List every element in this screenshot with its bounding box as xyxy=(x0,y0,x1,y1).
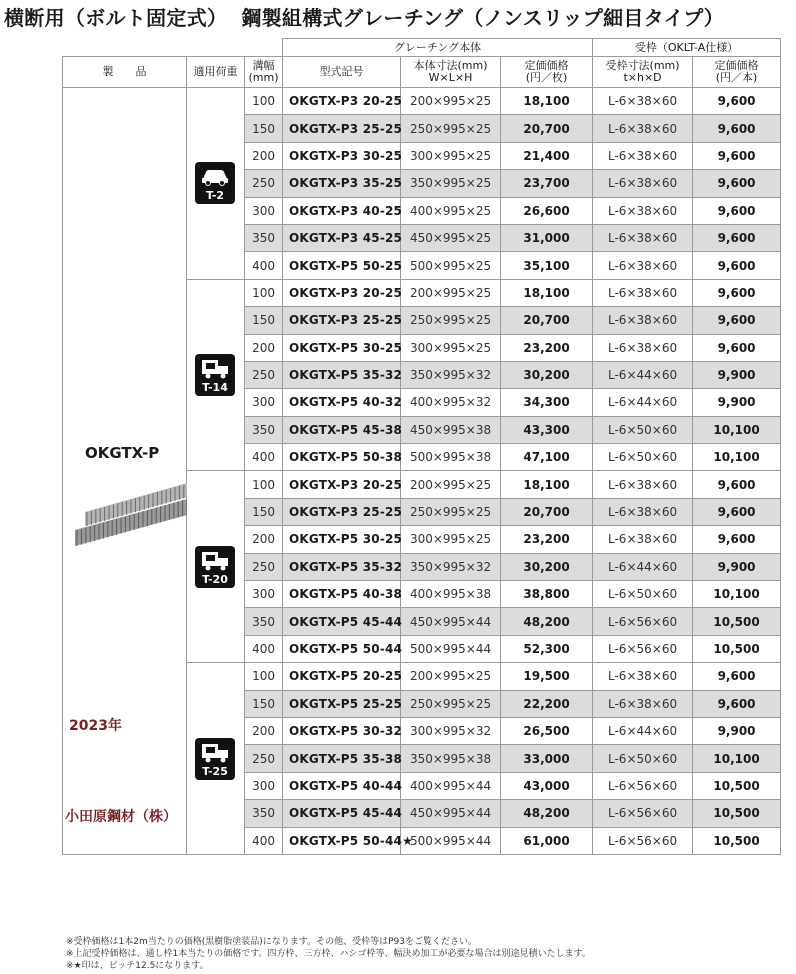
dimension-cell: 300×995×25 xyxy=(401,142,501,169)
receiver-dimension-cell: L-6×38×60 xyxy=(593,115,693,142)
model-cell: OKGTX-P5 40-38 xyxy=(283,581,401,608)
header-price: 定価価格 (円／枚) xyxy=(501,57,593,88)
receiver-dimension-cell: L-6×56×60 xyxy=(593,827,693,854)
price-cell: 22,200 xyxy=(501,690,593,717)
width-cell: 100 xyxy=(245,279,283,306)
load-class-cell xyxy=(187,88,245,280)
price-cell: 23,200 xyxy=(501,334,593,361)
header-model: 型式記号 xyxy=(283,57,401,88)
receiver-price-cell: 9,600 xyxy=(693,307,781,334)
model-cell: OKGTX-P5 40-32 xyxy=(283,389,401,416)
table-row xyxy=(63,88,781,115)
receiver-price-cell: 9,600 xyxy=(693,142,781,169)
grating-image xyxy=(73,480,193,572)
model-cell: OKGTX-P3 20-25 xyxy=(283,471,401,498)
header-width: 溝幅 (mm) xyxy=(245,57,283,88)
receiver-price-cell: 9,900 xyxy=(693,389,781,416)
receiver-dimension-cell: L-6×38×60 xyxy=(593,142,693,169)
dimension-cell: 200×995×25 xyxy=(401,471,501,498)
model-cell: OKGTX-P3 25-25 xyxy=(283,498,401,525)
footnote: ※上記受枠価格は、通し枠1本当たりの価格です。四方枠、三方枠、ハシゴ枠等、幅決め加工が必要な場合は別途見積いたします。 xyxy=(66,949,591,959)
dimension-cell: 300×995×25 xyxy=(401,526,501,553)
width-cell: 200 xyxy=(245,717,283,744)
receiver-dimension-cell: L-6×38×60 xyxy=(593,690,693,717)
dimension-cell: 200×995×25 xyxy=(401,88,501,115)
maker-label: 小田原鋼材（株） xyxy=(65,809,177,825)
receiver-dimension-cell: L-6×56×60 xyxy=(593,772,693,799)
load-class-cell xyxy=(187,279,245,471)
width-cell: 200 xyxy=(245,334,283,361)
receiver-price-cell: 9,900 xyxy=(693,553,781,580)
receiver-dimension-cell: L-6×56×60 xyxy=(593,800,693,827)
price-cell: 47,100 xyxy=(501,444,593,471)
price-cell: 43,000 xyxy=(501,772,593,799)
dimension-cell: 250×995×25 xyxy=(401,307,501,334)
width-cell: 100 xyxy=(245,663,283,690)
width-cell: 300 xyxy=(245,581,283,608)
receiver-dimension-cell: L-6×38×60 xyxy=(593,279,693,306)
receiver-dimension-cell: L-6×38×60 xyxy=(593,663,693,690)
product-cell xyxy=(63,88,187,855)
load-badge xyxy=(195,738,235,780)
dimension-cell: 400×995×44 xyxy=(401,772,501,799)
width-cell: 250 xyxy=(245,745,283,772)
width-cell: 150 xyxy=(245,690,283,717)
price-cell: 18,100 xyxy=(501,471,593,498)
dimension-cell: 250×995×25 xyxy=(401,115,501,142)
load-class-cell xyxy=(187,471,245,663)
price-cell: 23,700 xyxy=(501,170,593,197)
width-cell: 400 xyxy=(245,444,283,471)
load-badge-label: T-20 xyxy=(202,572,228,586)
load-badge-label: T-14 xyxy=(202,381,228,395)
receiver-dimension-cell: L-6×50×60 xyxy=(593,745,693,772)
dimension-cell: 200×995×25 xyxy=(401,663,501,690)
price-cell: 30,200 xyxy=(501,361,593,388)
price-cell: 20,700 xyxy=(501,307,593,334)
width-cell: 250 xyxy=(245,553,283,580)
model-cell: OKGTX-P5 45-38 xyxy=(283,416,401,443)
header-product: 製 品 xyxy=(63,57,187,88)
header-grating-group: グレーチング本体 xyxy=(283,39,593,57)
model-cell: OKGTX-P5 25-25 xyxy=(283,690,401,717)
header-receiver-group: 受枠（OKLT-A仕様） xyxy=(593,39,781,57)
price-cell: 35,100 xyxy=(501,252,593,279)
price-cell: 52,300 xyxy=(501,635,593,662)
receiver-price-cell: 9,600 xyxy=(693,334,781,361)
model-cell: OKGTX-P3 25-25 xyxy=(283,307,401,334)
receiver-dimension-cell: L-6×38×60 xyxy=(593,252,693,279)
receiver-price-cell: 10,100 xyxy=(693,444,781,471)
model-cell: OKGTX-P3 45-25 xyxy=(283,224,401,251)
dimension-cell: 450×995×38 xyxy=(401,416,501,443)
price-cell: 34,300 xyxy=(501,389,593,416)
receiver-price-cell: 10,500 xyxy=(693,608,781,635)
width-cell: 250 xyxy=(245,361,283,388)
width-cell: 150 xyxy=(245,307,283,334)
width-cell: 400 xyxy=(245,252,283,279)
price-cell: 31,000 xyxy=(501,224,593,251)
price-cell: 61,000 xyxy=(501,827,593,854)
load-badge-label: T-25 xyxy=(202,764,228,778)
dimension-cell: 350×995×32 xyxy=(401,553,501,580)
dimension-cell: 350×995×32 xyxy=(401,361,501,388)
dimension-cell: 250×995×25 xyxy=(401,690,501,717)
model-cell: OKGTX-P5 40-44 xyxy=(283,772,401,799)
width-cell: 350 xyxy=(245,416,283,443)
dimension-cell: 250×995×25 xyxy=(401,498,501,525)
receiver-dimension-cell: L-6×44×60 xyxy=(593,389,693,416)
title-part2: 鋼製組構式グレーチング（ノンスリップ細目タイプ） xyxy=(241,6,725,30)
width-cell: 350 xyxy=(245,224,283,251)
receiver-dimension-cell: L-6×56×60 xyxy=(593,635,693,662)
receiver-dimension-cell: L-6×44×60 xyxy=(593,553,693,580)
model-cell: OKGTX-P5 30-25 xyxy=(283,334,401,361)
price-cell: 30,200 xyxy=(501,553,593,580)
receiver-price-cell: 10,500 xyxy=(693,772,781,799)
model-cell: OKGTX-P5 30-25 xyxy=(283,526,401,553)
receiver-price-cell: 9,600 xyxy=(693,279,781,306)
receiver-dimension-cell: L-6×56×60 xyxy=(593,608,693,635)
model-cell: OKGTX-P5 35-32 xyxy=(283,361,401,388)
width-cell: 400 xyxy=(245,635,283,662)
year-label: 2023年 xyxy=(69,718,122,734)
price-cell: 18,100 xyxy=(501,279,593,306)
width-cell: 300 xyxy=(245,389,283,416)
width-cell: 100 xyxy=(245,471,283,498)
receiver-dimension-cell: L-6×38×60 xyxy=(593,498,693,525)
dimension-cell: 400×995×25 xyxy=(401,197,501,224)
price-cell: 48,200 xyxy=(501,800,593,827)
model-cell: OKGTX-P5 50-25 xyxy=(283,252,401,279)
receiver-dimension-cell: L-6×38×60 xyxy=(593,471,693,498)
width-cell: 100 xyxy=(245,88,283,115)
receiver-price-cell: 9,600 xyxy=(693,88,781,115)
dimension-cell: 450×995×25 xyxy=(401,224,501,251)
model-cell: OKGTX-P3 20-25 xyxy=(283,88,401,115)
price-cell: 38,800 xyxy=(501,581,593,608)
price-cell: 18,100 xyxy=(501,88,593,115)
dimension-cell: 500×995×44 xyxy=(401,635,501,662)
footnotes xyxy=(66,936,786,972)
price-cell: 20,700 xyxy=(501,498,593,525)
dimension-cell: 400×995×32 xyxy=(401,389,501,416)
receiver-price-cell: 10,100 xyxy=(693,745,781,772)
load-class-cell xyxy=(187,663,245,855)
model-cell: OKGTX-P5 45-44 xyxy=(283,800,401,827)
receiver-dimension-cell: L-6×38×60 xyxy=(593,224,693,251)
load-badge xyxy=(195,354,235,396)
model-cell: OKGTX-P3 35-25 xyxy=(283,170,401,197)
receiver-price-cell: 9,600 xyxy=(693,224,781,251)
receiver-price-cell: 10,500 xyxy=(693,635,781,662)
dimension-cell: 300×995×32 xyxy=(401,717,501,744)
header-load: 適用荷重 xyxy=(187,57,245,88)
dimension-cell: 300×995×25 xyxy=(401,334,501,361)
receiver-price-cell: 10,500 xyxy=(693,800,781,827)
dimension-cell: 450×995×44 xyxy=(401,800,501,827)
price-cell: 23,200 xyxy=(501,526,593,553)
model-cell: OKGTX-P5 50-44★ xyxy=(283,827,401,854)
product-name: OKGTX-P xyxy=(85,444,160,462)
dimension-cell: 500×995×38 xyxy=(401,444,501,471)
price-cell: 43,300 xyxy=(501,416,593,443)
receiver-price-cell: 9,600 xyxy=(693,170,781,197)
model-cell: OKGTX-P5 45-44 xyxy=(283,608,401,635)
dimension-cell: 500×995×44 xyxy=(401,827,501,854)
receiver-dimension-cell: L-6×44×60 xyxy=(593,361,693,388)
price-cell: 20,700 xyxy=(501,115,593,142)
price-cell: 21,400 xyxy=(501,142,593,169)
receiver-price-cell: 9,600 xyxy=(693,197,781,224)
header-group-row xyxy=(63,39,781,57)
receiver-dimension-cell: L-6×38×60 xyxy=(593,307,693,334)
footnote: ※★印は、ピッチ12.5になります。 xyxy=(66,961,209,971)
receiver-dimension-cell: L-6×50×60 xyxy=(593,581,693,608)
load-badge xyxy=(195,546,235,588)
receiver-dimension-cell: L-6×50×60 xyxy=(593,444,693,471)
price-table xyxy=(62,38,781,855)
load-badge-label: T-2 xyxy=(205,189,225,203)
title-part1: 横断用（ボルト固定式） xyxy=(4,6,228,30)
model-cell: OKGTX-P3 20-25 xyxy=(283,279,401,306)
price-cell: 33,000 xyxy=(501,745,593,772)
header-dim: 本体寸法(mm) W×L×H xyxy=(401,57,501,88)
receiver-price-cell: 10,100 xyxy=(693,416,781,443)
load-badge xyxy=(195,162,235,204)
model-cell: OKGTX-P5 30-32 xyxy=(283,717,401,744)
dimension-cell: 500×995×25 xyxy=(401,252,501,279)
model-cell: OKGTX-P3 40-25 xyxy=(283,197,401,224)
receiver-dimension-cell: L-6×38×60 xyxy=(593,526,693,553)
dimension-cell: 200×995×25 xyxy=(401,279,501,306)
receiver-dimension-cell: L-6×38×60 xyxy=(593,88,693,115)
width-cell: 200 xyxy=(245,526,283,553)
width-cell: 150 xyxy=(245,115,283,142)
receiver-price-cell: 9,900 xyxy=(693,361,781,388)
width-cell: 200 xyxy=(245,142,283,169)
receiver-dimension-cell: L-6×38×60 xyxy=(593,197,693,224)
receiver-price-cell: 9,600 xyxy=(693,526,781,553)
model-cell: OKGTX-P3 25-25 xyxy=(283,115,401,142)
receiver-price-cell: 9,600 xyxy=(693,663,781,690)
width-cell: 300 xyxy=(245,197,283,224)
price-cell: 26,500 xyxy=(501,717,593,744)
price-cell: 48,200 xyxy=(501,608,593,635)
width-cell: 250 xyxy=(245,170,283,197)
model-cell: OKGTX-P5 50-44 xyxy=(283,635,401,662)
dimension-cell: 350×995×25 xyxy=(401,170,501,197)
receiver-price-cell: 9,600 xyxy=(693,690,781,717)
receiver-price-cell: 9,600 xyxy=(693,115,781,142)
receiver-price-cell: 9,600 xyxy=(693,498,781,525)
width-cell: 350 xyxy=(245,608,283,635)
receiver-price-cell: 10,100 xyxy=(693,581,781,608)
footnote: ※受枠価格は1本2m当たりの価格(黒樹脂塗装品)になります。その他、受枠等はP93をご覧ください。 xyxy=(66,937,477,947)
header-row xyxy=(63,57,781,88)
dimension-cell: 400×995×38 xyxy=(401,581,501,608)
receiver-dimension-cell: L-6×44×60 xyxy=(593,717,693,744)
width-cell: 300 xyxy=(245,772,283,799)
receiver-dimension-cell: L-6×38×60 xyxy=(593,334,693,361)
price-cell: 26,600 xyxy=(501,197,593,224)
model-cell: OKGTX-P3 30-25 xyxy=(283,142,401,169)
dimension-cell: 450×995×44 xyxy=(401,608,501,635)
width-cell: 350 xyxy=(245,800,283,827)
model-cell: OKGTX-P5 50-38 xyxy=(283,444,401,471)
width-cell: 400 xyxy=(245,827,283,854)
page-title xyxy=(4,2,724,31)
model-cell: OKGTX-P5 35-32 xyxy=(283,553,401,580)
dimension-cell: 350×995×38 xyxy=(401,745,501,772)
receiver-price-cell: 9,900 xyxy=(693,717,781,744)
width-cell: 150 xyxy=(245,498,283,525)
model-cell: OKGTX-P5 35-38 xyxy=(283,745,401,772)
receiver-price-cell: 9,600 xyxy=(693,252,781,279)
receiver-price-cell: 10,500 xyxy=(693,827,781,854)
header-rprice: 定価価格 (円／本) xyxy=(693,57,781,88)
header-rdim: 受枠寸法(mm) t×h×D xyxy=(593,57,693,88)
receiver-dimension-cell: L-6×50×60 xyxy=(593,416,693,443)
receiver-price-cell: 9,600 xyxy=(693,471,781,498)
receiver-dimension-cell: L-6×38×60 xyxy=(593,170,693,197)
price-cell: 19,500 xyxy=(501,663,593,690)
model-cell: OKGTX-P5 20-25 xyxy=(283,663,401,690)
